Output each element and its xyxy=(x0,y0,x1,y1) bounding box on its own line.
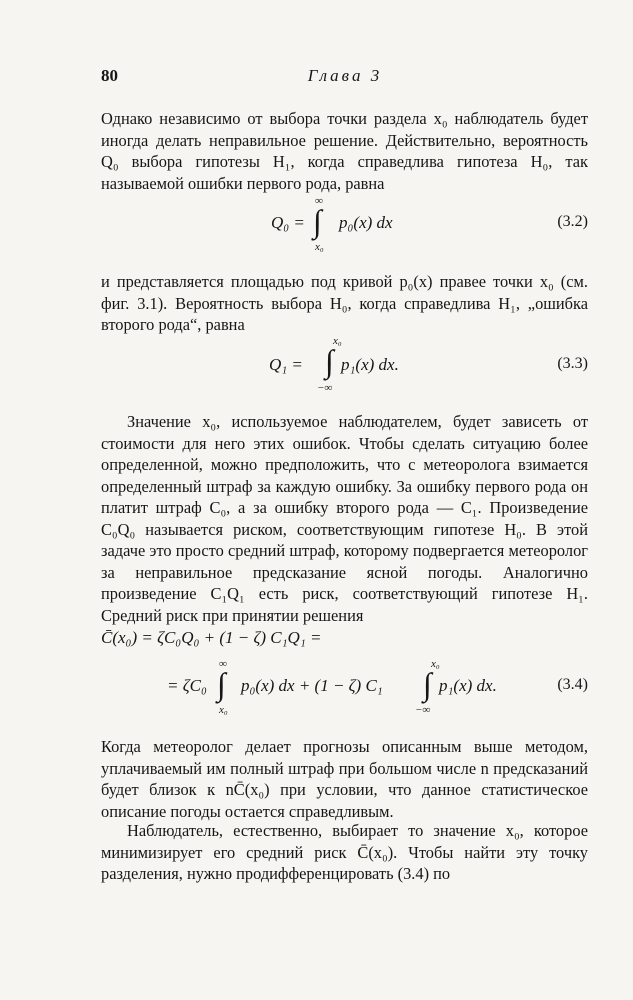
eq34-lower-limit-2: −∞ xyxy=(415,704,431,716)
eq34-line2-start: = ζC₀ xyxy=(167,676,207,695)
eq34-line2-middle: p₀(x) dx + (1 − ζ) C₁ xyxy=(241,676,383,695)
eq34-line1: C̄(x₀) = ζC₀Q₀ + (1 − ζ) C₁Q₁ = xyxy=(101,628,322,647)
equation-3-2 xyxy=(101,195,588,255)
paragraph-4: Когда метеоролог делает прогнозы описанным выше методом, уплачиваемый им полный штраф при большом числе n предсказаний будет близок к nC̄(x₀) при условии, что данное статистическое описание погоды остается справедливым. xyxy=(101,737,588,821)
equation-3-4 xyxy=(101,628,588,718)
paragraph-2: и представляется площадью под кривой p₀(x) правее точки x₀ (см. фиг. 3.1). Вероятность выбора H₀, когда справедлива H₁, „ошибка второго рода“, равна xyxy=(101,272,588,334)
eq32-upper-limit: ∞ xyxy=(315,195,323,207)
eq34-number: (3.4) xyxy=(557,676,588,693)
eq33-lower-limit: −∞ xyxy=(317,382,333,394)
eq32-lower-limit: x₀ xyxy=(315,241,324,253)
chapter-title: Глава 3 xyxy=(307,66,383,85)
eq34-upper-limit-2: x₀ xyxy=(431,658,440,670)
integral-sign: ∫ xyxy=(313,203,322,239)
page-number: 80 xyxy=(101,66,118,85)
eq32-lhs: Q₀ = xyxy=(271,213,305,232)
equation-3-3 xyxy=(101,335,588,395)
eq34-line2-end: p₁(x) dx. xyxy=(439,676,497,695)
eq33-integrand: p₁(x) dx. xyxy=(341,355,399,374)
integral-sign: ∫ xyxy=(217,666,226,702)
paragraph-3: Значение x₀, используемое наблюдателем, будет зависеть от стоимости для него этих ошибок. Чтобы сделать ситуацию более определенной, можно предположить, что с метеоролога взимается определенный штраф за каждую ошибку. За ошибку первого рода он платит штраф C₀, а за ошибку второго рода — C₁. Произведение C₀Q₀ называется риском, соответствующим гипотезе H₀. В этой задаче это просто средний штраф, которому подвергается метеоролог за неправильное предсказание ясной погоды. Аналогично произведение C₁Q₁ есть риск, соответствующий гипотезе H₁. Средний риск при принятии решения xyxy=(101,412,588,625)
paragraph-1: Однако независимо от выбора точки раздела x₀ наблюдатель будет иногда делать неправильное решение. Действительно, вероятность Q₀ выбора гипотезы H₁, когда справедлива гипотеза H₀, так называемой ошибки первого рода, равна xyxy=(101,109,588,193)
paragraph-5: Наблюдатель, естественно, выбирает то значение x₀, которое минимизирует его средний риск C̄(x₀). Чтобы найти эту точку разделения, нужно продифференцировать (3.4) по xyxy=(101,821,588,883)
eq32-number: (3.2) xyxy=(557,213,588,230)
integral-sign: ∫ xyxy=(325,343,334,379)
eq33-lhs: Q₁ = xyxy=(269,355,303,374)
integral-sign: ∫ xyxy=(423,666,432,702)
eq32-integrand: p₀(x) dx xyxy=(339,213,393,232)
eq34-upper-limit-1: ∞ xyxy=(219,658,227,670)
eq34-lower-limit-1: x₀ xyxy=(219,704,228,716)
running-header xyxy=(101,66,589,90)
eq33-number: (3.3) xyxy=(557,355,588,372)
eq33-upper-limit: x₀ xyxy=(333,335,342,347)
